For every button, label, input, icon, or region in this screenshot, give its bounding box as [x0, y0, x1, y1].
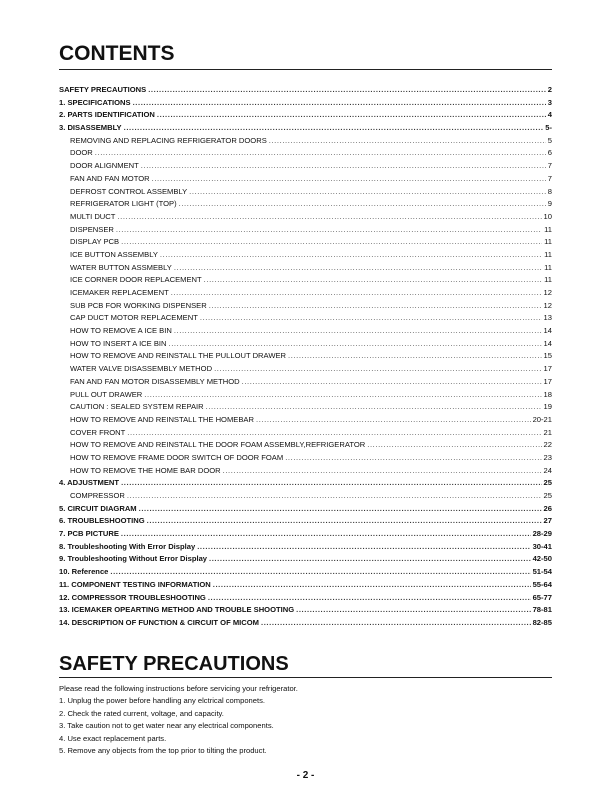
toc-entry-label: REMOVING AND REPLACING REFRIGERATOR DOORS: [70, 135, 267, 145]
toc-entry-page: 21: [543, 427, 552, 437]
toc-entry-page: 24: [543, 465, 552, 475]
toc-entry-page: 19: [543, 402, 552, 412]
toc-leader-dots: [127, 427, 541, 440]
toc-entry-page: 17: [543, 376, 552, 386]
toc-leader-dots: [95, 147, 546, 160]
toc-entry[interactable]: [59, 173, 552, 186]
contents-title: CONTENTS: [59, 42, 175, 65]
toc-entry-page: 5: [547, 135, 552, 145]
toc-entry-page: 20-21: [532, 414, 552, 424]
safety-underline: [59, 677, 552, 678]
toc-leader-dots: [209, 300, 542, 313]
page-number: - 2 -: [296, 770, 315, 781]
toc-entry-label: HOW TO REMOVE THE HOME BAR DOOR: [70, 465, 221, 475]
toc-entry-label: 8. Troubleshooting With Error Display: [59, 541, 196, 551]
toc-entry[interactable]: [59, 553, 552, 566]
safety-item: 3. Take caution not to get water near any electrical components.: [59, 721, 274, 731]
toc-entry-page: 13: [543, 313, 552, 323]
toc-entry-page: 7: [547, 161, 552, 171]
toc-entry[interactable]: [59, 135, 552, 148]
toc-entry-label: HOW TO REMOVE AND REINSTALL THE HOMEBAR: [70, 414, 254, 424]
toc-entry-label: WATER VALVE DISASSEMBLY METHOD: [70, 364, 213, 374]
toc-leader-dots: [110, 566, 530, 579]
toc-entry[interactable]: [59, 515, 552, 528]
toc-leader-dots: [148, 84, 546, 97]
toc-entry-page: 14: [543, 326, 552, 336]
toc-entry[interactable]: [59, 109, 552, 122]
toc-entry-page: 51-54: [532, 567, 552, 577]
toc-entry[interactable]: [59, 592, 552, 605]
toc-entry-page: 3: [547, 97, 552, 107]
toc-entry-page: 82-85: [532, 617, 552, 627]
toc-entry[interactable]: [59, 325, 552, 338]
toc-leader-dots: [269, 135, 546, 148]
toc-entry-label: 9. Troubleshooting Without Error Display: [59, 554, 208, 564]
title-underline: [59, 69, 552, 70]
toc-leader-dots: [174, 262, 542, 275]
toc-entry-page: 6: [547, 148, 552, 158]
toc-leader-dots: [133, 97, 546, 110]
toc-leader-dots: [213, 579, 531, 592]
toc-leader-dots: [189, 186, 546, 199]
toc-entry-label: HOW TO REMOVE AND REINSTALL THE DOOR FOAM ASSEMBLY,REFRIGERATOR: [70, 440, 366, 450]
toc-entry[interactable]: [59, 186, 552, 199]
toc-entry-label: DISPENSER: [70, 224, 114, 234]
toc-entry-label: 6. TROUBLESHOOTING: [59, 516, 145, 526]
toc-entry-page: 11: [544, 275, 552, 285]
toc-leader-dots: [223, 465, 542, 478]
toc-leader-dots: [127, 490, 542, 503]
toc-entry[interactable]: [59, 262, 552, 275]
toc-entry-page: 28-29: [532, 529, 552, 539]
toc-entry[interactable]: [59, 439, 552, 452]
toc-leader-dots: [174, 325, 542, 338]
toc-entry-page: 15: [543, 351, 552, 361]
toc-leader-dots: [171, 287, 542, 300]
toc-entry-label: 14. DESCRIPTION OF FUNCTION & CIRCUIT OF MICOM: [59, 617, 259, 627]
toc-entry-page: 11: [544, 262, 552, 272]
toc-entry-label: CAUTION : SEALED SYSTEM REPAIR: [70, 402, 204, 412]
toc-entry-label: COVER FRONT: [70, 427, 126, 437]
toc-leader-dots: [152, 173, 546, 186]
toc-entry-label: HOW TO INSERT A ICE BIN: [70, 338, 167, 348]
toc-leader-dots: [147, 515, 542, 528]
toc-entry-label: FAN AND FAN MOTOR: [70, 173, 150, 183]
safety-item: 4. Use exact replacement parts.: [59, 733, 167, 743]
toc-entry[interactable]: [59, 452, 552, 465]
toc-leader-dots: [139, 503, 542, 516]
toc-entry-label: SUB PCB FOR WORKING DISPENSER: [70, 300, 207, 310]
toc-entry[interactable]: [59, 465, 552, 478]
toc-entry[interactable]: [59, 236, 552, 249]
toc-leader-dots: [121, 528, 531, 541]
toc-entry[interactable]: [59, 541, 552, 554]
safety-list: [59, 695, 552, 757]
toc-leader-dots: [197, 541, 530, 554]
toc-entry-page: 14: [543, 338, 552, 348]
toc-entry-label: HOW TO REMOVE AND REINSTALL THE PULLOUT DRAWER: [70, 351, 287, 361]
toc-entry[interactable]: [59, 414, 552, 427]
toc-leader-dots: [296, 604, 530, 617]
toc-entry-page: 78-81: [532, 605, 552, 615]
toc-leader-dots: [144, 389, 541, 402]
toc-entry-page: 11: [544, 237, 552, 247]
toc-entry-label: 5. CIRCUIT DIAGRAM: [59, 503, 137, 513]
toc-leader-dots: [124, 122, 544, 135]
toc-entry[interactable]: [59, 477, 552, 490]
toc-entry-label: 11. COMPONENT TESTING INFORMATION: [59, 579, 211, 589]
toc-leader-dots: [288, 350, 542, 363]
safety-intro: Please read the following instructions before servicing your refrigerator.: [59, 684, 298, 693]
toc-entry[interactable]: [59, 274, 552, 287]
toc-entry-label: ICEMAKER REPLACEMENT: [70, 288, 169, 297]
toc-entry[interactable]: [59, 503, 552, 516]
toc-leader-dots: [214, 363, 541, 376]
toc-entry-label: ICE CORNER DOOR REPLACEMENT: [70, 275, 202, 285]
safety-item: 5. Remove any objects from the top prior to tilting the product.: [59, 746, 267, 756]
toc-entry[interactable]: [59, 363, 552, 376]
toc-entry-label: 3. DISASSEMBLY: [59, 123, 122, 133]
toc-entry-page: 10: [543, 211, 552, 221]
toc-entry-label: 12. COMPRESSOR TROUBLESHOOTING: [59, 592, 206, 602]
toc-leader-dots: [204, 274, 542, 287]
toc-leader-dots: [157, 109, 546, 122]
toc-entry-label: COMPRESSOR: [70, 491, 125, 500]
toc-entry-label: ICE BUTTON ASSEMBLY: [70, 249, 158, 259]
toc-entry-label: 10. Reference: [59, 567, 109, 577]
toc-entry-label: REFRIGERATOR LIGHT (TOP): [70, 199, 177, 209]
toc-leader-dots: [242, 376, 542, 389]
toc-leader-dots: [285, 452, 541, 465]
toc-leader-dots: [169, 338, 542, 351]
toc-entry[interactable]: [59, 401, 552, 414]
toc-leader-dots: [116, 224, 542, 237]
toc-entry-label: 13. ICEMAKER OPEARTING METHOD AND TROUBLE SHOOTING: [59, 605, 295, 615]
toc-entry-page: 4: [547, 110, 552, 120]
safety-item: 2. Check the rated current, voltage, and capacity.: [59, 708, 224, 718]
toc-leader-dots: [117, 211, 541, 224]
toc-entry[interactable]: [59, 211, 552, 224]
toc-entry-page: 23: [543, 452, 552, 462]
toc-entry[interactable]: [59, 389, 552, 402]
toc-entry-label: PULL OUT DRAWER: [70, 389, 143, 399]
toc-entry-page: 2: [547, 85, 552, 94]
toc-entry-label: FAN AND FAN MOTOR DISASSEMBLY METHOD: [70, 376, 240, 386]
toc-entry-label: HOW TO REMOVE A ICE BIN: [70, 326, 172, 336]
toc-entry[interactable]: [59, 97, 552, 110]
toc-entry-label: MULTI DUCT: [70, 211, 116, 221]
toc-entry[interactable]: [59, 528, 552, 541]
toc-entry[interactable]: [59, 579, 552, 592]
toc-entry[interactable]: [59, 84, 552, 97]
toc-entry-page: 12: [543, 300, 552, 310]
toc-entry-label: 7. PCB PICTURE: [59, 529, 119, 539]
toc-entry-page: 65-77: [532, 592, 552, 602]
toc-entry[interactable]: [59, 566, 552, 579]
toc-leader-dots: [256, 414, 531, 427]
toc-entry-page: 22: [543, 440, 552, 450]
toc-leader-dots: [121, 236, 542, 249]
toc-entry-page: 18: [543, 389, 552, 399]
toc-entry-label: DEFROST CONTROL ASSEMBLY: [70, 186, 188, 196]
safety-item: 1. Unplug the power before handling any elctrical componets.: [59, 696, 265, 706]
toc-entry[interactable]: [59, 147, 552, 160]
toc-entry[interactable]: [59, 198, 552, 211]
toc-entry-page: 25: [543, 491, 552, 500]
toc-entry[interactable]: [59, 160, 552, 173]
toc-entry[interactable]: [59, 122, 552, 135]
toc-entry-label: 1. SPECIFICATIONS: [59, 97, 131, 107]
toc-entry-label: HOW TO REMOVE FRAME DOOR SWITCH OF DOOR FOAM: [70, 452, 284, 462]
toc-entry-page: 7: [547, 173, 552, 183]
toc-entry-label: 4. ADJUSTMENT: [59, 478, 120, 488]
toc-entry-page: 25: [543, 478, 552, 488]
toc-entry[interactable]: [59, 617, 552, 630]
toc-leader-dots: [206, 401, 542, 414]
toc-leader-dots: [179, 198, 546, 211]
toc-entry-page: 42-50: [532, 554, 552, 564]
toc-entry[interactable]: [59, 249, 552, 262]
toc-entry[interactable]: [59, 604, 552, 617]
toc-entry[interactable]: [59, 224, 552, 237]
toc-entry[interactable]: [59, 376, 552, 389]
toc-entry[interactable]: [59, 312, 552, 325]
toc-leader-dots: [160, 249, 542, 262]
toc-entry-page: 11: [544, 249, 552, 259]
toc-entry-page: 5-: [545, 123, 552, 133]
toc-leader-dots: [121, 477, 541, 490]
toc-entry-label: SAFETY PRECAUTIONS: [59, 85, 147, 94]
toc-entry-label: DISPLAY PCB: [70, 237, 120, 247]
toc-entry-page: 17: [543, 364, 552, 374]
toc-entry-label: WATER BUTTON ASSMEBLY: [70, 262, 172, 272]
toc-entry-page: 55-64: [532, 579, 552, 589]
toc-leader-dots: [367, 439, 541, 452]
toc-entry[interactable]: [59, 338, 552, 351]
toc-entry-page: 30-41: [532, 541, 552, 551]
toc-leader-dots: [200, 312, 542, 325]
toc-entry-page: 11: [544, 224, 552, 234]
toc-entry-page: 9: [547, 199, 552, 209]
safety-instructions: [59, 683, 552, 757]
toc-entry-page: 8: [547, 186, 552, 196]
toc-entry-page: 12: [543, 288, 552, 297]
toc-entry-label: DOOR ALIGNMENT: [70, 161, 139, 171]
safety-title: SAFETY PRECAUTIONS: [59, 653, 289, 675]
toc-leader-dots: [209, 553, 531, 566]
toc-entry[interactable]: [59, 427, 552, 440]
toc-entry-label: DOOR: [70, 148, 93, 158]
toc-entry-page: 27: [543, 516, 552, 526]
toc-entry-page: 26: [543, 503, 552, 513]
toc-entry-label: CAP DUCT MOTOR REPLACEMENT: [70, 313, 198, 323]
toc-leader-dots: [141, 160, 546, 173]
toc-entry[interactable]: [59, 350, 552, 363]
toc-entry[interactable]: [59, 490, 552, 503]
toc-entry[interactable]: [59, 287, 552, 300]
toc-entry-label: 2. PARTS IDENTIFICATION: [59, 110, 155, 120]
table-of-contents: [59, 84, 552, 630]
toc-leader-dots: [208, 592, 531, 605]
toc-leader-dots: [261, 617, 531, 630]
toc-entry[interactable]: [59, 300, 552, 313]
